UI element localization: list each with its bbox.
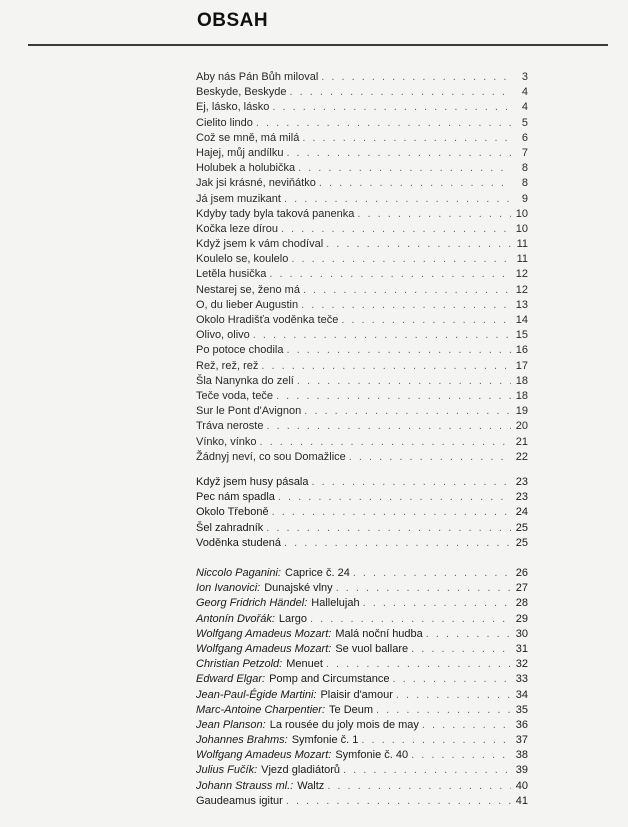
toc-entry [196, 794, 528, 809]
dot-leader [327, 779, 511, 794]
toc-entry [196, 222, 528, 237]
dot-leader [411, 642, 511, 657]
toc-entry-page-number: 12 [515, 268, 528, 281]
dot-leader [297, 374, 511, 389]
dot-leader [298, 161, 511, 176]
toc-entry-title: Gaudeamus igitur [196, 794, 283, 807]
dot-leader [286, 794, 511, 809]
toc-entry-page-number: 37 [515, 734, 528, 747]
toc-entry-composer: Ion Ivanovici: [196, 582, 261, 595]
toc-entry-title: O, du lieber Augustin [196, 298, 299, 311]
toc-entry-page-number: 34 [515, 688, 528, 701]
toc-entry [196, 283, 528, 298]
toc-entry-page-number: 32 [515, 658, 528, 671]
dot-leader [353, 566, 511, 581]
toc-entry-title: Olivo, olivo [196, 329, 250, 342]
dot-leader [321, 70, 511, 85]
dot-leader [357, 207, 511, 222]
toc-entry [196, 490, 528, 505]
toc-entry [196, 596, 528, 611]
toc-entry-page-number: 35 [515, 703, 528, 716]
dot-leader [411, 748, 511, 763]
dot-leader [361, 733, 511, 748]
toc-entry-title: Žádnyj neví, co sou Domažlice [196, 450, 346, 463]
toc-entry-title: Okolo Hradišťa voděnka teče [196, 314, 339, 326]
toc-entry [196, 703, 528, 718]
dot-leader [253, 328, 511, 343]
dot-leader [281, 222, 511, 237]
dot-leader [302, 131, 511, 146]
dot-leader [312, 475, 512, 490]
dot-leader [349, 450, 511, 465]
toc-entry [196, 450, 528, 465]
toc-entry-composer: Niccolo Paganini: [196, 567, 281, 579]
dot-leader [286, 343, 511, 358]
dot-leader [343, 763, 511, 778]
toc-entry-page-number: 21 [515, 435, 528, 448]
toc-entry-page-number: 6 [521, 131, 528, 144]
toc-entry-title: Holubek a holubička [196, 162, 296, 175]
toc-entry-page-number: 18 [515, 389, 528, 402]
toc-entry [196, 192, 528, 207]
toc-entry [196, 207, 528, 222]
dot-leader [272, 100, 511, 115]
toc-entry-title: Tráva neroste [196, 420, 264, 433]
dot-leader [261, 359, 511, 374]
toc-entry-page-number: 18 [515, 374, 528, 387]
toc-entry [196, 718, 528, 733]
toc-entry [196, 779, 528, 794]
toc-entry-composer: Johannes Brahms: [196, 734, 288, 747]
dot-leader [269, 267, 511, 282]
toc-entry-title: Symfonie č. 40 [335, 749, 409, 762]
toc-entry-title: Pomp and Circumstance [269, 673, 390, 686]
toc-entry-title: Menuet [286, 658, 323, 671]
toc-entry-page-number: 9 [521, 192, 528, 205]
toc-entry [196, 612, 528, 627]
toc-entry-composer: Wolfgang Amadeus Mozart: [196, 627, 332, 640]
toc-entry-title: Sur le Pont d'Avignon [196, 405, 302, 418]
toc-entry-title: Letěla husička [196, 268, 267, 281]
toc-entry [196, 116, 528, 131]
toc-entry-title: Symfonie č. 1 [291, 734, 359, 747]
toc-entry-title: Hajej, můj andílku [196, 146, 284, 159]
toc-entry-title: Te Deum [329, 703, 374, 716]
toc-entry-title: Kdyby tady byla taková panenka [196, 207, 355, 220]
toc-entry-page-number: 8 [521, 177, 528, 190]
toc-entry-page-number: 41 [515, 794, 528, 807]
toc-entry-title: Cielito lindo [196, 116, 253, 129]
toc-entry [196, 146, 528, 161]
toc-entry-page-number: 28 [515, 597, 528, 610]
toc-entry-page-number: 26 [515, 567, 528, 579]
toc-entry [196, 252, 528, 267]
dot-leader [363, 596, 511, 611]
toc-entry-page-number: 10 [515, 207, 528, 220]
toc-entry [196, 359, 528, 374]
toc-entry-composer: Marc-Antoine Charpentier: [196, 703, 326, 716]
toc-entry [196, 237, 528, 252]
dot-leader [290, 85, 512, 100]
dot-leader [284, 536, 511, 551]
toc-entry-page-number: 7 [521, 146, 528, 159]
toc-entry [196, 343, 528, 358]
toc-entry-title: Beskyde, Beskyde [196, 86, 287, 99]
page-title: OBSAH [197, 10, 269, 31]
toc-entry-title: Rež, rež, rež [196, 359, 259, 372]
toc-entry [196, 505, 528, 520]
toc-entry [196, 688, 528, 703]
dot-leader [286, 146, 511, 161]
dot-leader [319, 176, 511, 191]
toc-entry-page-number: 25 [515, 536, 528, 549]
toc-entry-composer: Wolfgang Amadeus Mozart: [196, 642, 332, 655]
toc-entry-title: Plaisir d'amour [320, 688, 393, 701]
toc-entry-page-number: 11 [516, 238, 528, 251]
toc-entry-page-number: 24 [515, 506, 528, 519]
dot-leader [272, 505, 511, 520]
toc-group-classical [196, 566, 528, 809]
toc-entry-composer: Jean-Paul-Égide Martini: [196, 688, 317, 701]
toc-entry-title: Šel zahradník [196, 521, 264, 534]
toc-entry [196, 566, 528, 581]
toc-entry-title: Když jsem k vám chodíval [196, 238, 324, 251]
toc-entry-title: La rousée du joly mois de may [269, 718, 419, 731]
dot-leader [426, 627, 511, 642]
toc-entry-page-number: 30 [515, 627, 528, 640]
toc-entry-page-number: 15 [515, 329, 528, 342]
toc-entry-title: Vjezd gladiátorů [261, 764, 341, 777]
dot-leader [276, 389, 511, 404]
toc-entry [196, 328, 528, 343]
toc-entry-composer: Edward Elgar: [196, 673, 266, 686]
toc-entry [196, 267, 528, 282]
toc-entry-page-number: 5 [521, 116, 528, 129]
toc-entry-composer: Jean Planson: [196, 718, 266, 731]
toc-entry-composer: Georg Fridrich Händel: [196, 597, 308, 610]
toc-entry-page-number: 38 [515, 749, 528, 762]
toc-entry-title: Aby nás Pán Bůh miloval [196, 71, 319, 83]
toc-entry-page-number: 4 [521, 86, 528, 99]
toc-entry [196, 374, 528, 389]
toc-entry-title: Vínko, vínko [196, 435, 257, 448]
toc-entry-composer: Johann Strauss ml.: [196, 779, 294, 792]
dot-leader [266, 419, 511, 434]
toc-entry-title: Koulelo se, koulelo [196, 253, 289, 266]
toc-group-folk-songs [196, 70, 528, 465]
toc-entry-page-number: 33 [515, 673, 528, 686]
toc-entry-title: Nestarej se, ženo má [196, 283, 300, 296]
toc-entry [196, 176, 528, 191]
toc-entry-page-number: 10 [515, 222, 528, 235]
toc-entry [196, 521, 528, 536]
dot-leader [341, 313, 511, 328]
toc-entry-page-number: 8 [521, 162, 528, 175]
toc-entry-title: Šla Nanynka do zelí [196, 374, 294, 387]
toc-entry [196, 763, 528, 778]
toc-entry-title: Když jsem husy pásala [196, 476, 309, 488]
toc-entry-page-number: 22 [515, 450, 528, 463]
dot-leader [310, 612, 511, 627]
dot-leader [291, 252, 511, 267]
dot-leader [326, 657, 511, 672]
toc-entry [196, 161, 528, 176]
toc-entry-page-number: 40 [515, 779, 528, 792]
toc-entry-page-number: 23 [515, 491, 528, 504]
toc-entry-page-number: 27 [515, 582, 528, 595]
toc-entry-title: Se vuol ballare [335, 642, 409, 655]
toc-entry [196, 733, 528, 748]
dot-leader [396, 688, 511, 703]
toc-entry-page-number: 16 [515, 344, 528, 357]
toc-entry-title: Pec nám spadla [196, 491, 275, 504]
dot-leader [266, 521, 511, 536]
toc-entry-page-number: 13 [515, 298, 528, 311]
dot-leader [336, 581, 511, 596]
toc-entry-title: Dunajské vlny [264, 582, 333, 595]
toc-entry-title: Ej, lásko, lásko [196, 101, 270, 114]
toc-entry-composer: Christian Petzold: [196, 658, 283, 671]
toc-entry [196, 475, 528, 490]
dot-leader [304, 404, 511, 419]
dot-leader [376, 703, 511, 718]
toc-entry [196, 131, 528, 146]
title-rule [28, 44, 608, 46]
toc-entry [196, 85, 528, 100]
toc-entry-page-number: 14 [515, 314, 528, 326]
dot-leader [278, 490, 511, 505]
toc-entry-title: Jak jsi krásné, neviňátko [196, 177, 316, 190]
toc-entry-title: Caprice č. 24 [285, 567, 350, 579]
toc-entry-title: Kočka leze dírou [196, 222, 278, 235]
toc-entry-title: Malá noční hudba [335, 627, 423, 640]
toc-entry-title: Hallelujah [311, 597, 360, 610]
dot-leader [301, 298, 511, 313]
toc-entry-page-number: 23 [515, 476, 528, 488]
toc-entry-page-number: 25 [515, 521, 528, 534]
dot-leader [256, 116, 511, 131]
toc-entry [196, 100, 528, 115]
dot-leader [284, 192, 511, 207]
toc-entry [196, 389, 528, 404]
toc-entry [196, 313, 528, 328]
toc-entry-page-number: 3 [521, 71, 528, 83]
toc-entry-title: Já jsem muzikant [196, 192, 281, 205]
dot-leader [422, 718, 511, 733]
toc-entry-composer: Antonín Dvořák: [196, 612, 275, 625]
toc-entry-page-number: 17 [515, 359, 528, 372]
toc-entry-page-number: 11 [516, 253, 528, 266]
toc-entry-composer: Julius Fučík: [196, 764, 258, 777]
toc-entry [196, 435, 528, 450]
toc-entry [196, 627, 528, 642]
toc-entry-page-number: 12 [515, 283, 528, 296]
toc-entry-page-number: 19 [515, 405, 528, 418]
toc-entry [196, 70, 528, 85]
toc-entry-title: Teče voda, teče [196, 389, 274, 402]
toc-entry-composer: Wolfgang Amadeus Mozart: [196, 749, 332, 762]
dot-leader [303, 283, 511, 298]
toc-entry-title: Okolo Třeboně [196, 506, 269, 519]
toc-entry [196, 581, 528, 596]
toc-entry-title: Což se mně, má milá [196, 131, 300, 144]
toc-entry-title: Voděnka studená [196, 536, 282, 549]
toc-entry-page-number: 39 [515, 764, 528, 777]
toc-entry [196, 298, 528, 313]
dot-leader [393, 672, 511, 687]
toc-entry [196, 748, 528, 763]
toc-entry [196, 419, 528, 434]
toc-group-children-songs [196, 475, 528, 551]
toc-entry [196, 657, 528, 672]
toc-entry-page-number: 29 [515, 612, 528, 625]
toc-entry-title: Po potoce chodila [196, 344, 284, 357]
toc-entry [196, 404, 528, 419]
toc-entry-page-number: 4 [521, 101, 528, 114]
dot-leader [260, 435, 511, 450]
toc-entry [196, 642, 528, 657]
toc-entry-page-number: 20 [515, 420, 528, 433]
toc-entry-title: Waltz [297, 779, 325, 792]
toc-entry-page-number: 31 [515, 642, 528, 655]
toc-entry-page-number: 36 [515, 718, 528, 731]
toc-entry-title: Largo [278, 612, 308, 625]
toc-entry [196, 536, 528, 551]
toc-entry [196, 672, 528, 687]
dot-leader [326, 237, 511, 252]
